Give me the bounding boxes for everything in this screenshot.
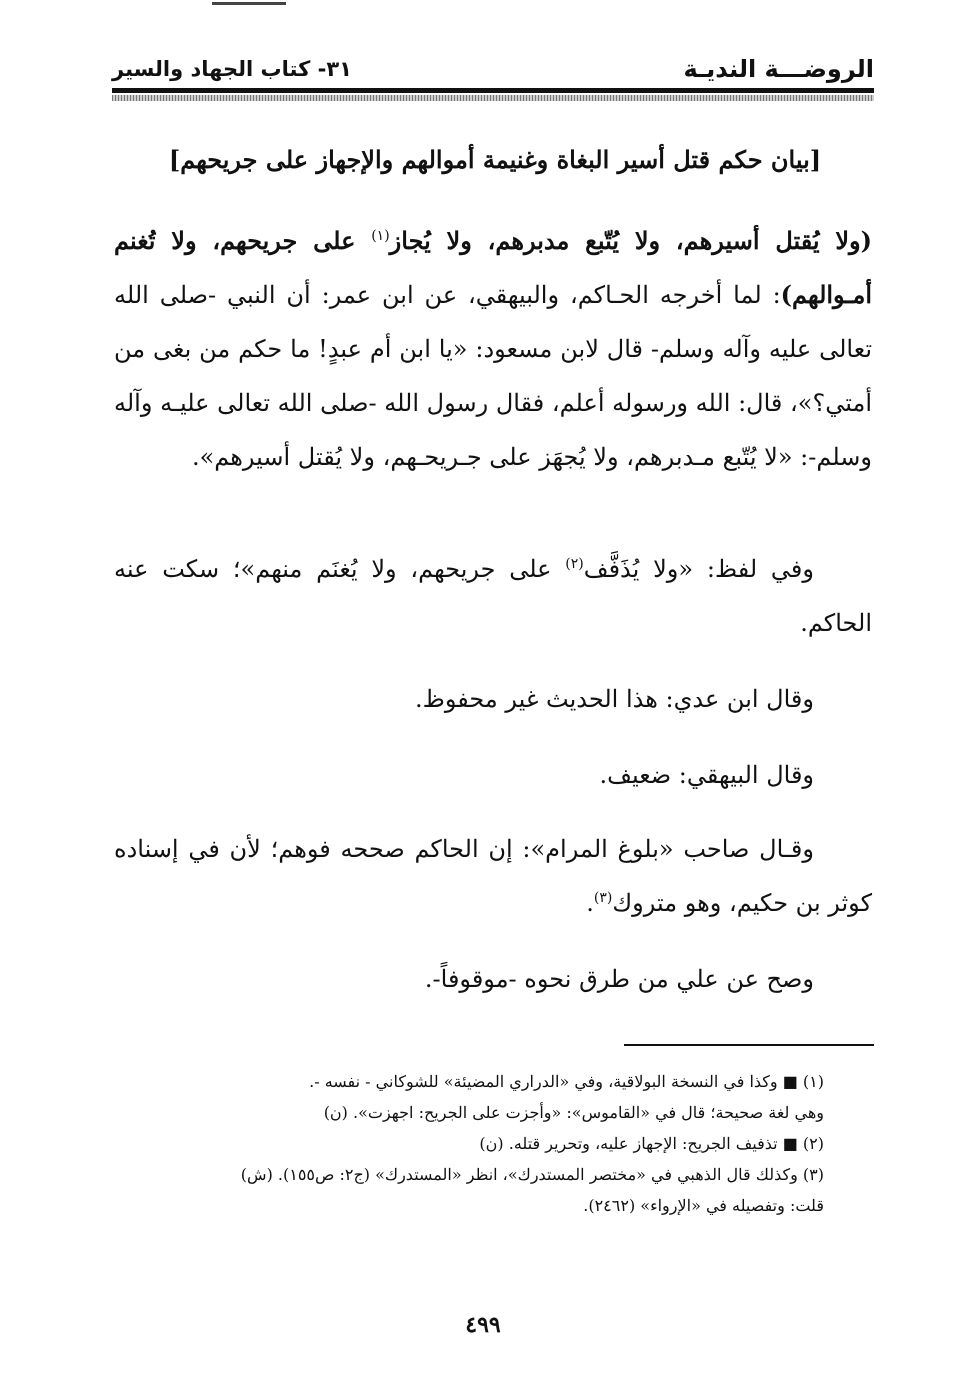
footnote-ref-1: (١) <box>371 228 390 244</box>
paragraph-5-b: . <box>586 889 594 917</box>
paragraph-5-a: وقـال صاحب «بلوغ المرام»: إن الحاكم صححه فوهم؛ لأن في إسناده كوثر بن حكيم، وهو متروك <box>114 835 872 917</box>
chapter-title: ٣١- كتاب الجهاد والسير <box>112 57 352 81</box>
paragraph-1-lead-b: على جريحهم، ولا تُغنم أمـوالهم) <box>114 226 872 309</box>
footnotes <box>150 1066 824 1221</box>
paragraph-2 <box>114 542 872 650</box>
running-header <box>112 52 874 86</box>
page-number: ٤٩٩ <box>465 1312 501 1338</box>
footnote-line: (١) ■ وكذا في النسخة البولاقية، وفي «الدراري المضيئة» للشوكاني - نفسه -. <box>309 1072 824 1091</box>
book-title: الروضـــة النديـة <box>683 55 874 83</box>
footnote-ref-2: (٢) <box>565 556 584 572</box>
footnote-line: (٢) ■ تذفيف الجريح: الإجهاز عليه، وتحرير قتله. (ن) <box>479 1134 824 1153</box>
paragraph-4: وقال البيهقي: ضعيف. <box>599 761 814 789</box>
paragraph-1-rest: : لما أخرجه الحـاكم، والبيهقي، عن ابن عمر: أن النبي -صلى الله تعالى عليه وآله وسلم- قال لابن مسعود: «يا ابن أم عبدٍ! ما حكم من بغى من أمتي؟»، قال: الله ورسوله أعلم، فقال رسول الله -صلى الله تعالى عليـه وآله وسلم-: «لا يُتّبع مـدبرهم، ولا يُجهَز على جـريحـهم، ولا يُقتل أسيرهم». <box>114 281 872 471</box>
footnote-ref-3: (٣) <box>593 890 613 906</box>
paragraph-6: وصح عن علي من طرق نحوه -موقوفاً-. <box>424 965 814 993</box>
header-rule-texture <box>112 95 874 101</box>
top-edge-mark <box>212 2 286 5</box>
paragraph-3: وقال ابن عدي: هذا الحديث غير محفوظ. <box>415 685 814 713</box>
footnote-line: قلت: وتفصيله في «الإرواء» (٢٤٦٢). <box>583 1196 824 1215</box>
section-title: [بيان حكم قتل أسير البغاة وغنيمة أموالهم والإجهاز على جريحهم] <box>168 145 822 174</box>
footnote-line: وهي لغة صحيحة؛ قال في «القاموس»: «وأجزت على الجريح: اجهزت». (ن) <box>323 1103 824 1122</box>
paragraph-1-lead-a: (ولا يُقتل أسيرهم، ولا يُتّبع مدبرهم، ولا يُجاز <box>389 226 872 255</box>
footnote-separator <box>624 1044 874 1046</box>
header-rule <box>112 88 874 93</box>
paragraph-2-b: على جريحهم، ولا يُغنَم منهم»؛ سكت عنه الحاكم. <box>114 555 872 637</box>
paragraph-2-a: وفي لفظ: «ولا يُذَفَّف <box>583 555 814 583</box>
paragraph-1 <box>114 214 872 484</box>
paragraph-5 <box>114 822 872 930</box>
footnote-line: (٣) وكذلك قال الذهبي في «مختصر المستدرك»، انظر «المستدرك» (ج٢: ص١٥٥). (ش) <box>240 1165 824 1184</box>
